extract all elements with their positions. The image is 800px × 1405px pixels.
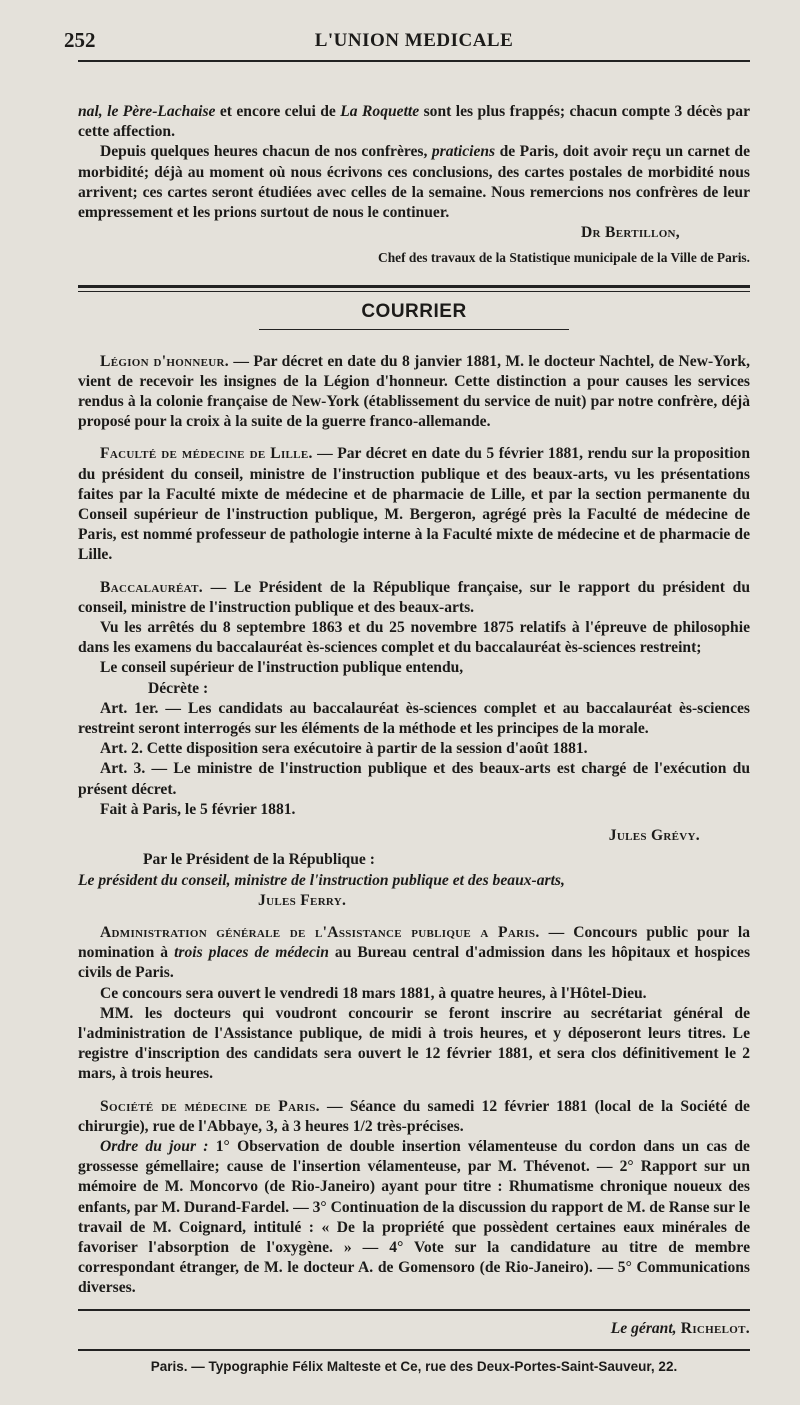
bacc-decrete: Décrète : [148, 679, 209, 697]
section-title: COURRIER [361, 300, 467, 322]
societe-text: — Séance du samedi 12 février 1881 (local de la Société de chirurgie), rue de l'Abbaye, 3, à 3 heures 1/2 très-précises. [78, 1097, 750, 1135]
section-divider [78, 285, 750, 292]
bacc-art3: Art. 3. — Le ministre de l'instruction publique et des beaux-arts est chargé de l'exécution du présent décret. [78, 760, 750, 798]
legion-text: — Par décret en date du 8 janvier 1881, M. le docteur Nachtel, de New-York, vient de recevoir les insignes de la Légion d'honneur. Cette distinction a pour causes les services rendus à la colonie française de New-York (établissement du service de nuit) par notre confrère, déjà proposé pour la croix à la suite de la guerre franco-allemande. [78, 352, 750, 431]
lille-heading: Faculté de médecine de Lille. [100, 445, 313, 463]
lille-text: — Par décret en date du 5 février 1881, rendu sur la proposition du président du conseil, ministre de l'instruction publique et des beaux-arts, vu les présentations faites par la Faculté mixte de médecine et de pharmacie de Lille, et par la section permanente du Conseil supérieur de l'instruction publique, M. Bergeron, agrégé près la Faculté de médecine de Paris, est nommé professeur de pathologie interne à la Faculté mixte de médecine et de pharmacie de Lille. [78, 445, 751, 564]
bottom-rule [78, 1309, 750, 1311]
societe-item [78, 1097, 750, 1299]
bacc-text: — Le Président de la République française, sur le rapport du président du conseil, ministre de l'instruction publique et des beaux-arts. [78, 578, 750, 616]
intro-block [78, 102, 750, 269]
footer-rule [78, 1349, 750, 1351]
assistance-p2: Ce concours sera ouvert le vendredi 18 mars 1881, à quatre heures, à l'Hôtel-Dieu. [100, 984, 647, 1002]
gerant-line: Le gérant, Richelot. [610, 1319, 750, 1337]
intro-paragraph: Depuis quelques heures chacun de nos confrères, praticiens de Paris, doit avoir reçu un carnet de morbidité; déjà au moment où nous écrivons ces conclusions, des cartes postales de morbidité nous arrivent; ces cartes seront étudiées avec celles de la semaine. Nous remercions nos confrères de leur empressement et les prions surtout de nous le continuer. [78, 143, 750, 222]
signature-title: Chef des travaux de la Statistique municipale de la Ville de Paris. [378, 250, 750, 266]
bacc-conseil: Le conseil supérieur de l'instruction publique entendu, [100, 659, 464, 677]
legion-item [78, 352, 750, 433]
signature-name: Dr Bertillon, [581, 224, 680, 242]
running-header [64, 22, 750, 62]
title-underline [259, 329, 569, 330]
societe-heading: Société de médecine de Paris. [100, 1097, 320, 1115]
bacc-vu: Vu les arrêtés du 8 septembre 1863 et du 25 novembre 1875 relatifs à l'épreuve de philosophie dans les examens du baccalauréat ès-sciences complet et du baccalauréat ès-sciences restreint; [78, 619, 750, 657]
bacc-art1: Art. 1er. — Les candidats au baccalauréat ès-sciences complet et au baccalauréat ès-sciences restreint seront interrogés sur les éléments de la méthode et les principes de la morale. [78, 699, 750, 738]
printer-footer: Paris. — Typographie Félix Malteste et Ce, rue des Deux-Portes-Saint-Sauveur, 22. [150, 1358, 678, 1374]
lille-item [78, 444, 750, 565]
bacc-heading: Baccalauréat. [100, 578, 203, 596]
page-number: 252 [64, 28, 96, 52]
assistance-item: Administration générale de l'Assistance publique a Paris. — Concours public pour la nomination à trois places de médecin au Bureau central d'admission dans les hôpitaux et hospices civils de Paris. Ce concours sera ouvert le vendredi 18 mars 1881, à quatre heures, à l'Hôtel-Dieu. MM. les docteurs qui voudront concourir se feront inscrire au secrétariat général de l'administration de l'Assistance publique, de midi à trois heures, et y déposeront leurs titres. Le registre d'inscription des candidats sera ouvert le 12 février 1881, et sera clos définitivement le 2 mars, à trois heures. [78, 923, 750, 1085]
assistance-heading: Administration générale de l'Assistance publique a Paris. [100, 923, 540, 941]
bacc-art2: Art. 2. Cette disposition sera exécutoire à partir de la session d'août 1881. [100, 740, 588, 758]
bacc-signature-ferry: Jules Ferry. [258, 891, 347, 909]
legion-heading: Légion d'honneur. [100, 352, 229, 370]
bacc-item [78, 578, 750, 911]
bacc-fait: Fait à Paris, le 5 février 1881. [100, 800, 296, 818]
intro-line: nal, le Père-Lachaise et encore celui de La Roquette sont les plus frappés; chacun compte 3 décès par cette affection. [78, 103, 750, 141]
assistance-p3: MM. les docteurs qui voudront concourir se feront inscrire au secrétariat général de l'administration de l'Assistance publique, de midi à trois heures, et y déposeront leurs titres. Le registre d'inscription des candidats sera ouvert le 12 février 1881, et sera clos définitivement le 2 mars, à trois heures. [78, 1004, 750, 1083]
bacc-signature-grevy: Jules Grévy. [608, 827, 700, 845]
societe-ordre: Ordre du jour : 1° Observation de double insertion vélamenteuse du cordon dans un cas de grossesse gémellaire; cause de l'insertion vélamenteuse, par M. Thévenot. — 2° Rapport sur un mémoire de M. Moncorvo (de Rio-Janeiro) ayant pour titre : Rhumatisme chronique noueux des enfants, par M. Durand-Fardel. — 3° Continuation de la discussion du rapport de M. de Ranse sur le travail de M. Coignard, intitulé : « De la propriété que possèdent certaines eaux minérales de favoriser l'absorption de l'oxygène. » — 4° Vote sur la candidature au titre de membre correspondant étranger, de M. le docteur A. de Gomensoro (de Rio-Janeiro). — 5° Communications diverses. [78, 1137, 750, 1297]
journal-title: L'UNION MEDICALE [314, 30, 514, 51]
bacc-ministre: Le président du conseil, ministre de l'instruction publique et des beaux-arts, [78, 871, 565, 889]
bacc-par-le: Par le Président de la République : [143, 851, 375, 869]
